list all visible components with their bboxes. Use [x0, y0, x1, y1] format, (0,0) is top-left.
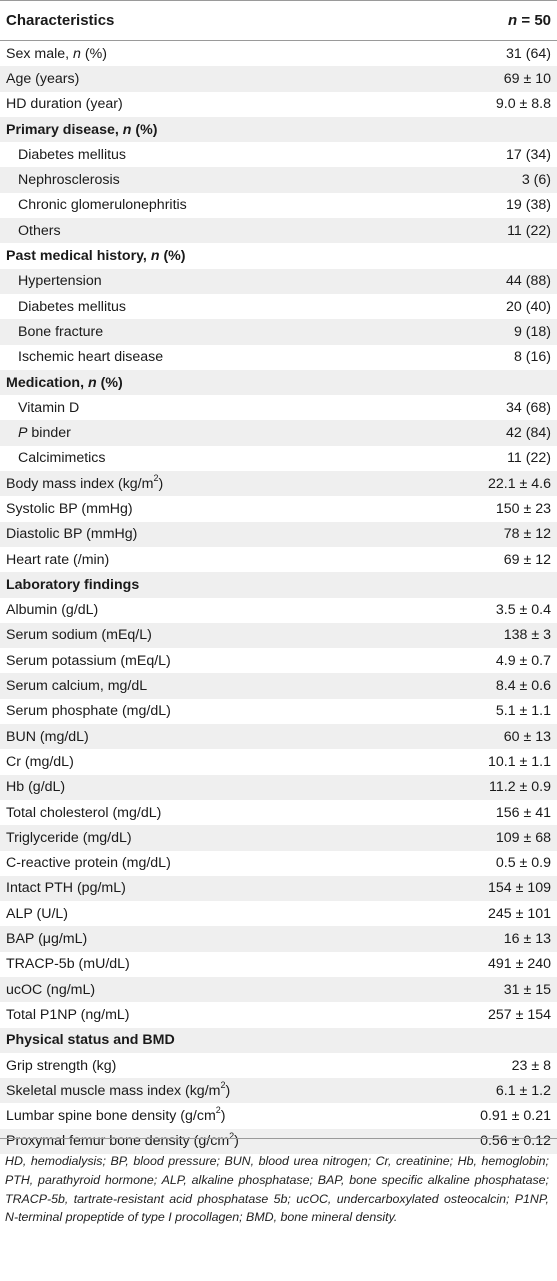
row-label: Serum sodium (mEq/L) [6, 627, 152, 644]
row-label: Serum potassium (mEq/L) [6, 652, 171, 669]
table-row [0, 92, 557, 117]
table-row [0, 66, 557, 91]
row-label: TRACP-5b (mU/dL) [6, 956, 130, 973]
row-value: 150 ± 23 [495, 500, 551, 517]
row-label: Total cholesterol (mg/dL) [6, 804, 162, 821]
table-row [0, 395, 557, 420]
row-label: ALP (U/L) [6, 905, 69, 922]
row-label: Hypertension [18, 273, 102, 290]
row-value: 4.9 ± 0.7 [495, 652, 551, 669]
row-label: Laboratory findings [6, 576, 140, 593]
table-body [0, 41, 557, 1154]
table-row [0, 167, 557, 192]
table-row [0, 294, 557, 319]
table-row [0, 1053, 557, 1078]
row-value: 3.5 ± 0.4 [495, 602, 551, 619]
table-row [0, 749, 557, 774]
row-label: Hb (g/dL) [6, 779, 66, 796]
table-row [0, 142, 557, 167]
row-value: 257 ± 154 [487, 1006, 551, 1023]
row-value: 31 ± 15 [503, 981, 551, 998]
row-value: 6.1 ± 1.2 [495, 1082, 551, 1099]
table-row [0, 673, 557, 698]
table-row [0, 471, 557, 496]
row-label: Lumbar spine bone density $(g/cm^2)$ [6, 1105, 226, 1125]
section-row [0, 1028, 557, 1053]
row-label: Skeletal muscle mass index $(kg/m^2)$ [6, 1080, 231, 1099]
row-value: 11 (22) [507, 450, 551, 467]
row-label: Body mass index $(kg/m^2)$ [6, 472, 164, 492]
row-label: Calcimimetics [18, 450, 106, 467]
table-row [0, 851, 557, 876]
row-value: 34 (68) [506, 399, 551, 416]
row-value: 11 (22) [507, 222, 551, 239]
row-label: Chronic glomerulonephritis [18, 197, 187, 214]
row-label: Bone fracture [18, 323, 104, 340]
table-row [0, 926, 557, 951]
row-label: Primary disease, n (%) [6, 121, 158, 138]
table-row [0, 1129, 557, 1154]
row-label: Grip strength (kg) [6, 1057, 117, 1074]
table-row [0, 345, 557, 370]
table-row [0, 800, 557, 825]
row-label: ucOC (ng/mL) [6, 981, 96, 998]
row-label: P binder [18, 425, 71, 442]
header-characteristics: Characteristics [6, 12, 115, 29]
table-row [0, 1078, 557, 1103]
row-value: 78 ± 12 [503, 526, 551, 543]
row-value: 0.56 ± 0.12 [480, 1133, 551, 1150]
row-value: 42 (84) [506, 425, 551, 442]
row-value: 8.4 ± 0.6 [495, 678, 551, 695]
row-value: 69 ± 10 [503, 70, 551, 87]
row-value: 491 ± 240 [487, 956, 551, 973]
row-value: 16 ± 13 [503, 931, 551, 948]
table-row [0, 547, 557, 572]
row-label: Intact PTH (pg/mL) [6, 880, 126, 897]
table-row [0, 1103, 557, 1128]
row-label: Cr (mg/dL) [6, 753, 74, 770]
row-value: 109 ± 68 [495, 829, 551, 846]
section-row [0, 243, 557, 268]
table-row [0, 623, 557, 648]
row-value: 3 (6) [521, 172, 551, 189]
row-value: 9 (18) [513, 323, 551, 340]
row-value: 11.2 ± 0.9 [489, 779, 551, 796]
row-label: Diastolic BP (mmHg) [6, 526, 138, 543]
row-value: 0.91 ± 0.21 [480, 1108, 551, 1125]
row-label: HD duration (year) [6, 96, 123, 113]
row-label: Diabetes mellitus [18, 298, 127, 315]
row-value: 245 ± 101 [487, 905, 551, 922]
table-row [0, 193, 557, 218]
row-value: 154 ± 109 [487, 880, 551, 897]
section-row [0, 117, 557, 142]
table-row [0, 319, 557, 344]
table-header [0, 0, 557, 41]
row-label: Total P1NP (ng/mL) [6, 1006, 130, 1023]
section-row [0, 370, 557, 395]
row-label: Physical status and BMD [6, 1032, 175, 1049]
row-value: 0.5 ± 0.9 [495, 855, 551, 872]
row-value: 31 (64) [506, 45, 551, 62]
row-value: 8 (16) [513, 349, 551, 366]
row-label: Albumin (g/dL) [6, 602, 99, 619]
table-row [0, 699, 557, 724]
row-label: Proxymal femur bone density $(g/cm^2)$ [6, 1130, 239, 1150]
table-row [0, 496, 557, 521]
table-row [0, 825, 557, 850]
row-value: 10.1 ± 1.1 [487, 753, 551, 770]
row-value: 17 (34) [506, 146, 551, 163]
table-row [0, 876, 557, 901]
section-row [0, 572, 557, 597]
row-label: Nephrosclerosis [18, 172, 120, 189]
table-row [0, 901, 557, 926]
row-label: Medication, n (%) [6, 374, 123, 391]
table-footnote: HD, hemodialysis; BP, blood pressure; BUN, blood urea nitrogen; Cr, creatinine; Hb, hemoglobin; PTH, parathyroid hormone; ALP, alkaline phosphatase; BAP, bone specific alkaline phosphatase; TRACP-5b, tartrate-resistant acid phosphatase 5b; ucOC, undercarboxylated osteocalcin; P1NP, N-terminal propeptide of type I procollagen; BMD, bone mineral density. [5, 1154, 549, 1225]
table-row [0, 41, 557, 66]
row-label: Past medical history, n (%) [6, 248, 186, 265]
table-row [0, 952, 557, 977]
table-row [0, 648, 557, 673]
table-row [0, 775, 557, 800]
header-n: n = 50 [508, 12, 551, 29]
row-value: 138 ± 3 [503, 627, 551, 644]
row-value: 60 ± 13 [503, 728, 551, 745]
row-label: Vitamin D [18, 399, 80, 416]
row-label: C-reactive protein (mg/dL) [6, 855, 171, 872]
table-row [0, 522, 557, 547]
row-value: 23 ± 8 [511, 1057, 551, 1074]
table-row [0, 446, 557, 471]
row-value: 69 ± 12 [503, 551, 551, 568]
row-value: 20 (40) [506, 298, 551, 315]
row-label: Triglyceride (mg/dL) [6, 829, 132, 846]
row-value: 5.1 ± 1.1 [495, 703, 551, 720]
table-row [0, 420, 557, 445]
row-label: Age (years) [6, 70, 80, 87]
row-label: BUN (mg/dL) [6, 728, 89, 745]
table-bottom-rule [0, 1138, 557, 1139]
row-label: Serum calcium, mg/dL [6, 678, 148, 695]
row-label: Ischemic heart disease [18, 349, 164, 366]
table-row [0, 977, 557, 1002]
row-label: BAP (μg/mL) [6, 931, 88, 948]
row-label: Heart rate (/min) [6, 551, 110, 568]
row-label: Systolic BP (mmHg) [6, 500, 133, 517]
row-label: Serum phosphate (mg/dL) [6, 703, 171, 720]
row-value: 9.0 ± 8.8 [495, 96, 551, 113]
table-row [0, 724, 557, 749]
table-row [0, 1002, 557, 1027]
table-row [0, 598, 557, 623]
row-label: Sex male, n (%) [6, 45, 107, 62]
table-row [0, 269, 557, 294]
row-value: 44 (88) [506, 273, 551, 290]
table-row [0, 218, 557, 243]
row-value: 19 (38) [506, 197, 551, 214]
row-value: 156 ± 41 [495, 804, 551, 821]
row-label: Diabetes mellitus [18, 146, 127, 163]
row-label: Others [18, 222, 61, 239]
row-value: 22.1 ± 4.6 [487, 475, 551, 492]
